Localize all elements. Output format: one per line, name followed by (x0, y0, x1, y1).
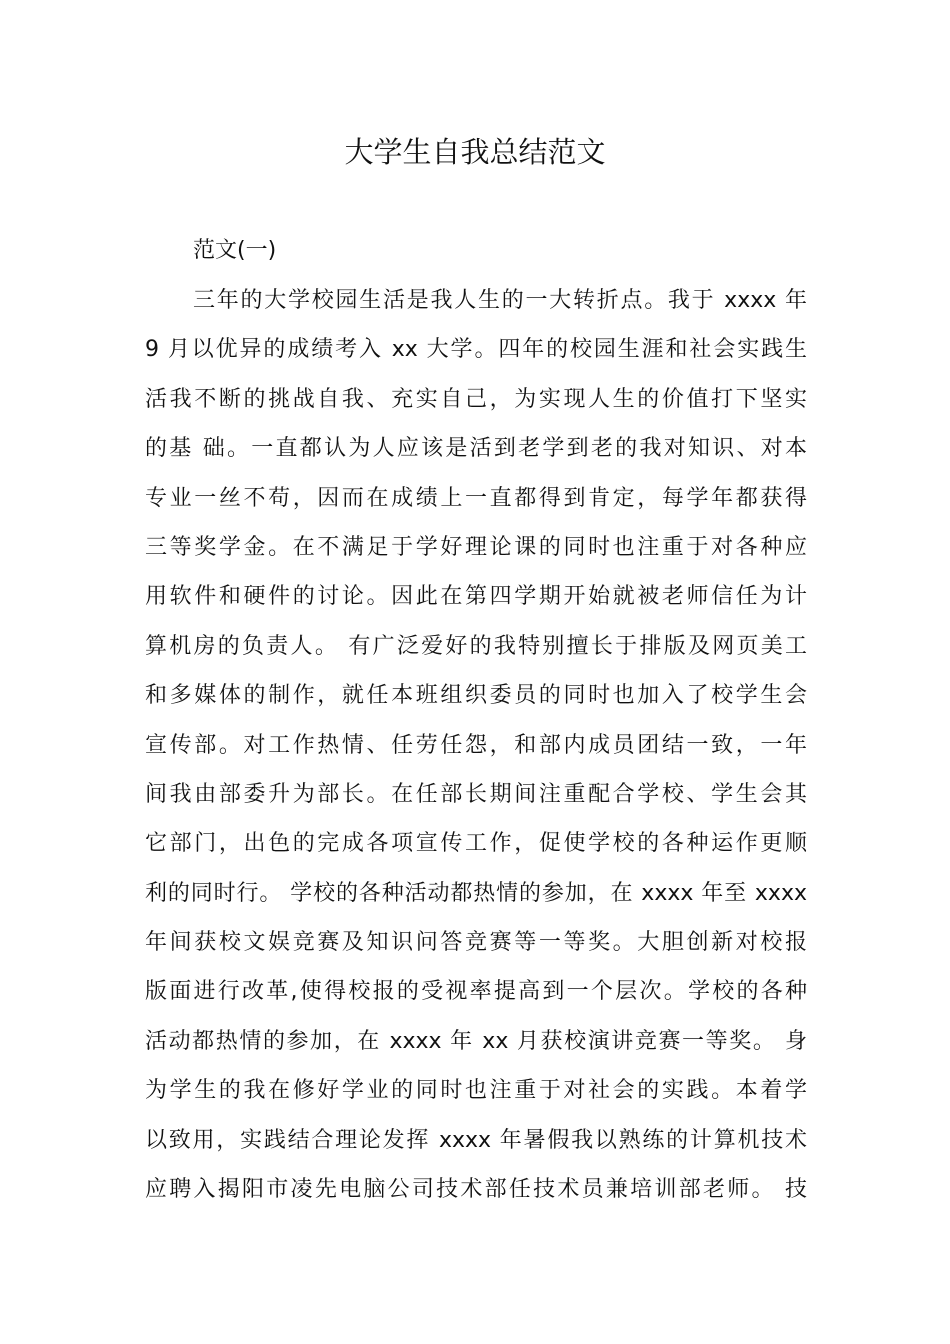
body-paragraph (145, 286, 807, 1224)
paragraph-line: 9 月以优异的成绩考入 xx 大学。四年的校园生涯和社会实践生 (145, 337, 807, 363)
paragraph-line: 间我由部委升为部长。在任部长期间注重配合学校、学生会其 (145, 781, 807, 807)
paragraph-line: 活动都热情的参加，在 xxxx 年 xx 月获校演讲竞赛一等奖。 身 (145, 1028, 807, 1054)
paragraph-line: 三年的大学校园生活是我人生的一大转折点。我于 xxxx 年 (193, 288, 807, 313)
paragraph-line: 以致用，实践结合理论发挥 xxxx 年暑假我以熟练的计算机技术 (145, 1127, 807, 1153)
paragraph-line: 的基 础。一直都认为人应该是活到老学到老的我对知识、对本 (145, 436, 807, 462)
paragraph-line: 应聘入揭阳市凌先电脑公司技术部任技术员兼培训部老师。 技 (145, 1177, 807, 1203)
paragraph-line: 专业一丝不苟，因而在成绩上一直都得到肯定，每学年都获得 (145, 485, 807, 511)
paragraph-line: 它部门，出色的完成各项宣传工作，促使学校的各种运作更顺 (145, 831, 807, 857)
paragraph-line: 为学生的我在修好学业的同时也注重于对社会的实践。本着学 (145, 1078, 807, 1104)
paragraph-line: 三等奖学金。在不满足于学好理论课的同时也注重于对各种应 (145, 534, 807, 560)
paragraph-line: 宣传部。对工作热情、任劳任怨，和部内成员团结一致，一年 (145, 732, 807, 758)
document-title: 大学生自我总结范文 (344, 135, 606, 169)
paragraph-line: 活我不断的挑战自我、充实自己，为实现人生的价值打下坚实 (145, 386, 807, 412)
section-heading: 范文(一) (193, 238, 277, 263)
paragraph-line: 利的同时行。 学校的各种活动都热情的参加，在 xxxx 年至 xxxx (145, 880, 807, 906)
paragraph-line: 版面进行改革,使得校报的受视率提高到一个层次。学校的各种 (145, 979, 807, 1005)
paragraph-line: 年间获校文娱竞赛及知识问答竞赛等一等奖。大胆创新对校报 (145, 930, 807, 956)
paragraph-line: 算机房的负责人。 有广泛爱好的我特别擅长于排版及网页美工 (145, 633, 807, 659)
paragraph-line: 用软件和硬件的讨论。因此在第四学期开始就被老师信任为计 (145, 584, 807, 610)
paragraph-line: 和多媒体的制作，就任本班组织委员的同时也加入了校学生会 (145, 683, 807, 709)
